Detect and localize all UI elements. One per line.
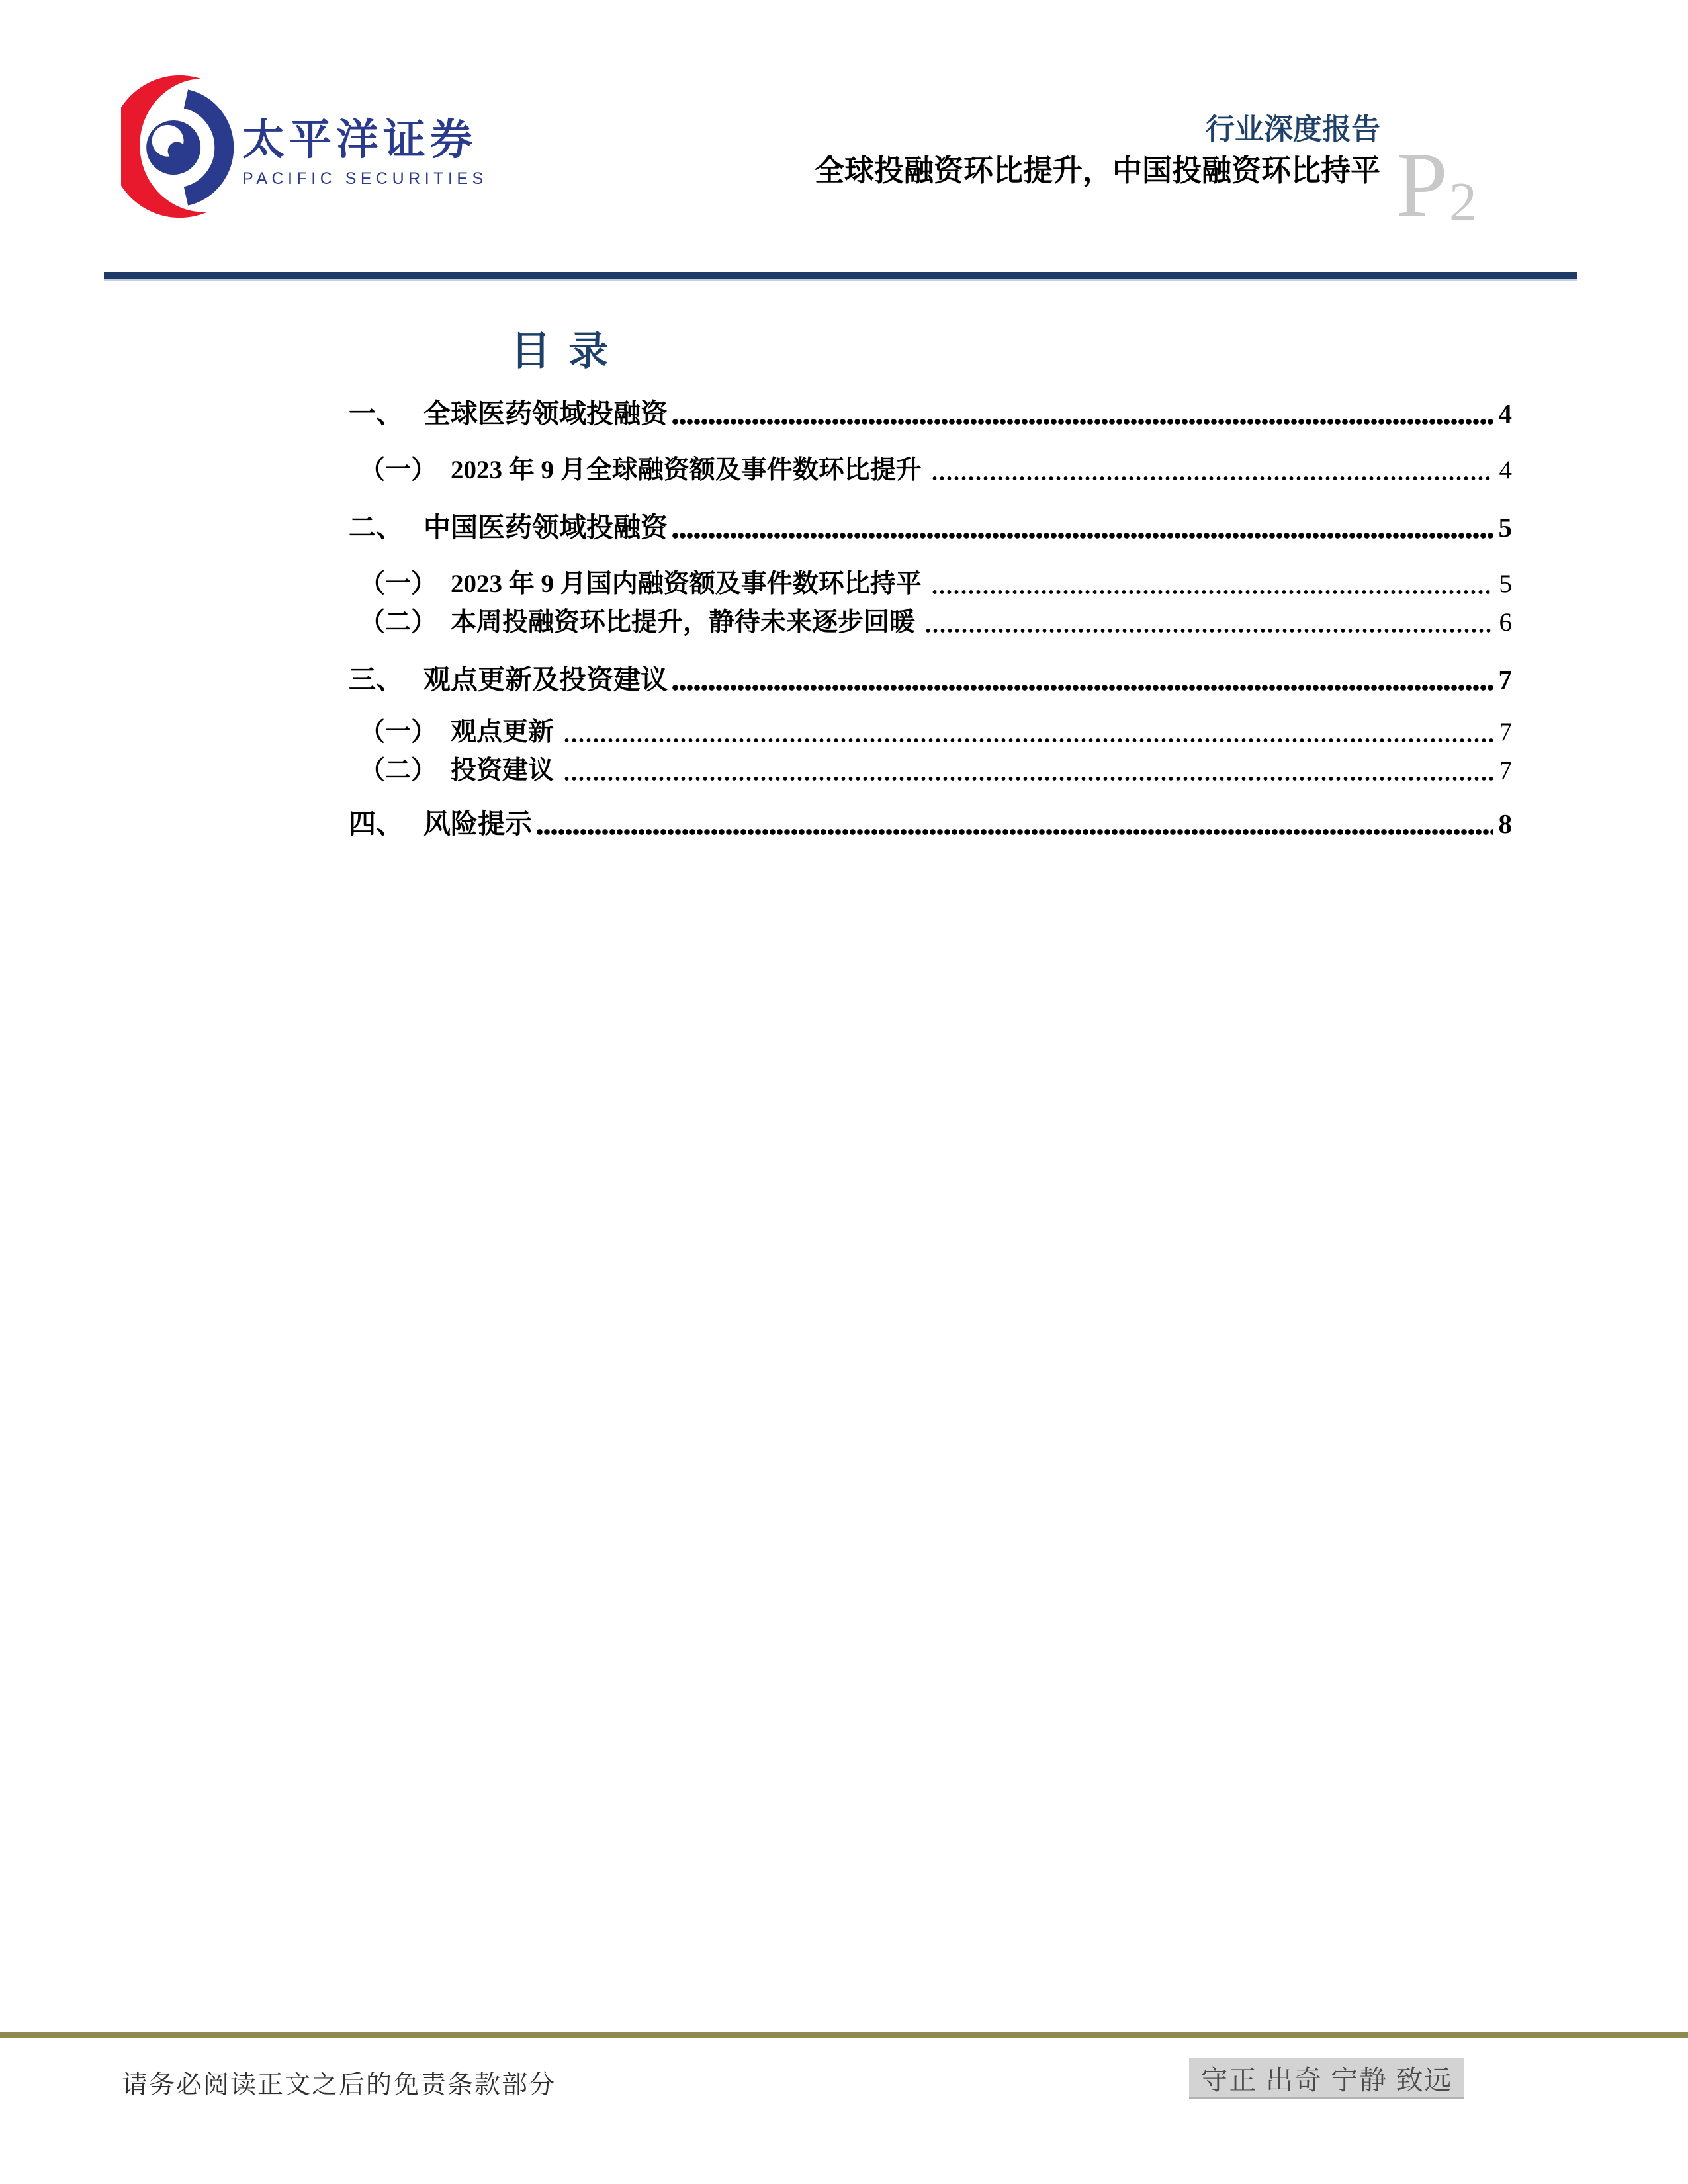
toc-entry-1[interactable] — [349, 398, 1512, 429]
toc-entry-4[interactable] — [349, 570, 1512, 599]
toc-entry-page: 7 — [1498, 664, 1512, 695]
toc-entry-number: （二） — [359, 607, 437, 636]
toc-entry-label: 投资建议 — [451, 756, 555, 785]
toc-dot-leader — [672, 417, 1493, 426]
toc-entry-number: （一） — [359, 570, 437, 599]
logo-name-en: PACIFIC SECURITIES — [242, 169, 488, 188]
toc-dot-leader — [563, 737, 1492, 744]
toc-entry-5[interactable] — [349, 608, 1512, 638]
toc-entry-page: 6 — [1499, 607, 1512, 636]
toc-entry-label: 观点更新及投资建议 — [423, 664, 668, 695]
logo-swirl-dot — [168, 142, 186, 159]
pacific-securities-logo-icon — [121, 74, 235, 221]
report-title: 全球投融资环比提升，中国投融资环比持平 — [814, 154, 1380, 188]
toc-entry-page: 5 — [1499, 570, 1512, 599]
page-number-value: 2 — [1448, 171, 1477, 234]
toc-entry-6[interactable] — [349, 664, 1512, 695]
toc-entry-number: 一、 — [349, 398, 403, 429]
toc-entry-2[interactable] — [349, 456, 1512, 486]
toc-entry-9[interactable] — [349, 808, 1512, 840]
toc-entry-label: 观点更新 — [451, 717, 555, 746]
toc-dot-leader — [563, 775, 1492, 782]
toc-entry-number: 二、 — [349, 511, 403, 543]
toc-entry-label: 风险提示 — [423, 808, 532, 839]
toc-entry-page: 7 — [1499, 717, 1512, 746]
toc-entry-page: 8 — [1498, 808, 1512, 839]
toc-entry-page: 4 — [1499, 456, 1512, 485]
toc-entry-label: 本周投融资环比提升，静待未来逐步回暖 — [451, 607, 916, 636]
toc-dot-leader — [931, 589, 1493, 595]
toc-entry-number: （一） — [359, 456, 437, 485]
toc-dot-leader — [672, 531, 1493, 540]
toc-entry-page: 7 — [1499, 756, 1512, 785]
logo-name-cn: 太平洋证券 — [242, 116, 477, 163]
header-divider — [104, 272, 1577, 281]
footer-motto: 守正 出奇 宁静 致远 — [1189, 2058, 1464, 2099]
header-right-block — [815, 114, 1380, 188]
footer-divider — [0, 2032, 1688, 2038]
table-of-contents — [349, 398, 1512, 840]
toc-entry-number: （一） — [359, 717, 437, 746]
toc-entry-number: 三、 — [349, 664, 403, 695]
toc-entry-number: 四、 — [349, 808, 403, 839]
toc-entry-page: 5 — [1498, 511, 1512, 543]
toc-entry-label: 全球医药领域投融资 — [423, 398, 668, 429]
toc-dot-leader — [672, 683, 1493, 692]
toc-entry-8[interactable] — [349, 756, 1512, 786]
report-type-label: 行业深度报告 — [1206, 113, 1380, 146]
toc-entry-label: 2023 年 9 月国内融资额及事件数环比持平 — [451, 570, 922, 599]
toc-entry-number: （二） — [359, 756, 437, 785]
toc-dot-leader — [931, 475, 1493, 482]
logo-text-block — [242, 116, 488, 189]
toc-entry-label: 中国医药领域投融资 — [423, 511, 668, 543]
footer-disclaimer: 请务必阅读正文之后的免责条款部分 — [122, 2071, 556, 2099]
toc-entry-page: 4 — [1498, 398, 1512, 429]
toc-entry-3[interactable] — [349, 512, 1512, 543]
page-number-prefix: P — [1396, 134, 1448, 236]
toc-entry-label: 2023 年 9 月全球融资额及事件数环比提升 — [451, 456, 922, 485]
toc-dot-leader — [924, 627, 1492, 634]
toc-dot-leader — [536, 828, 1493, 836]
page-number — [1396, 134, 1477, 236]
toc-title: 目 录 — [511, 329, 612, 373]
toc-entry-7[interactable] — [349, 718, 1512, 748]
